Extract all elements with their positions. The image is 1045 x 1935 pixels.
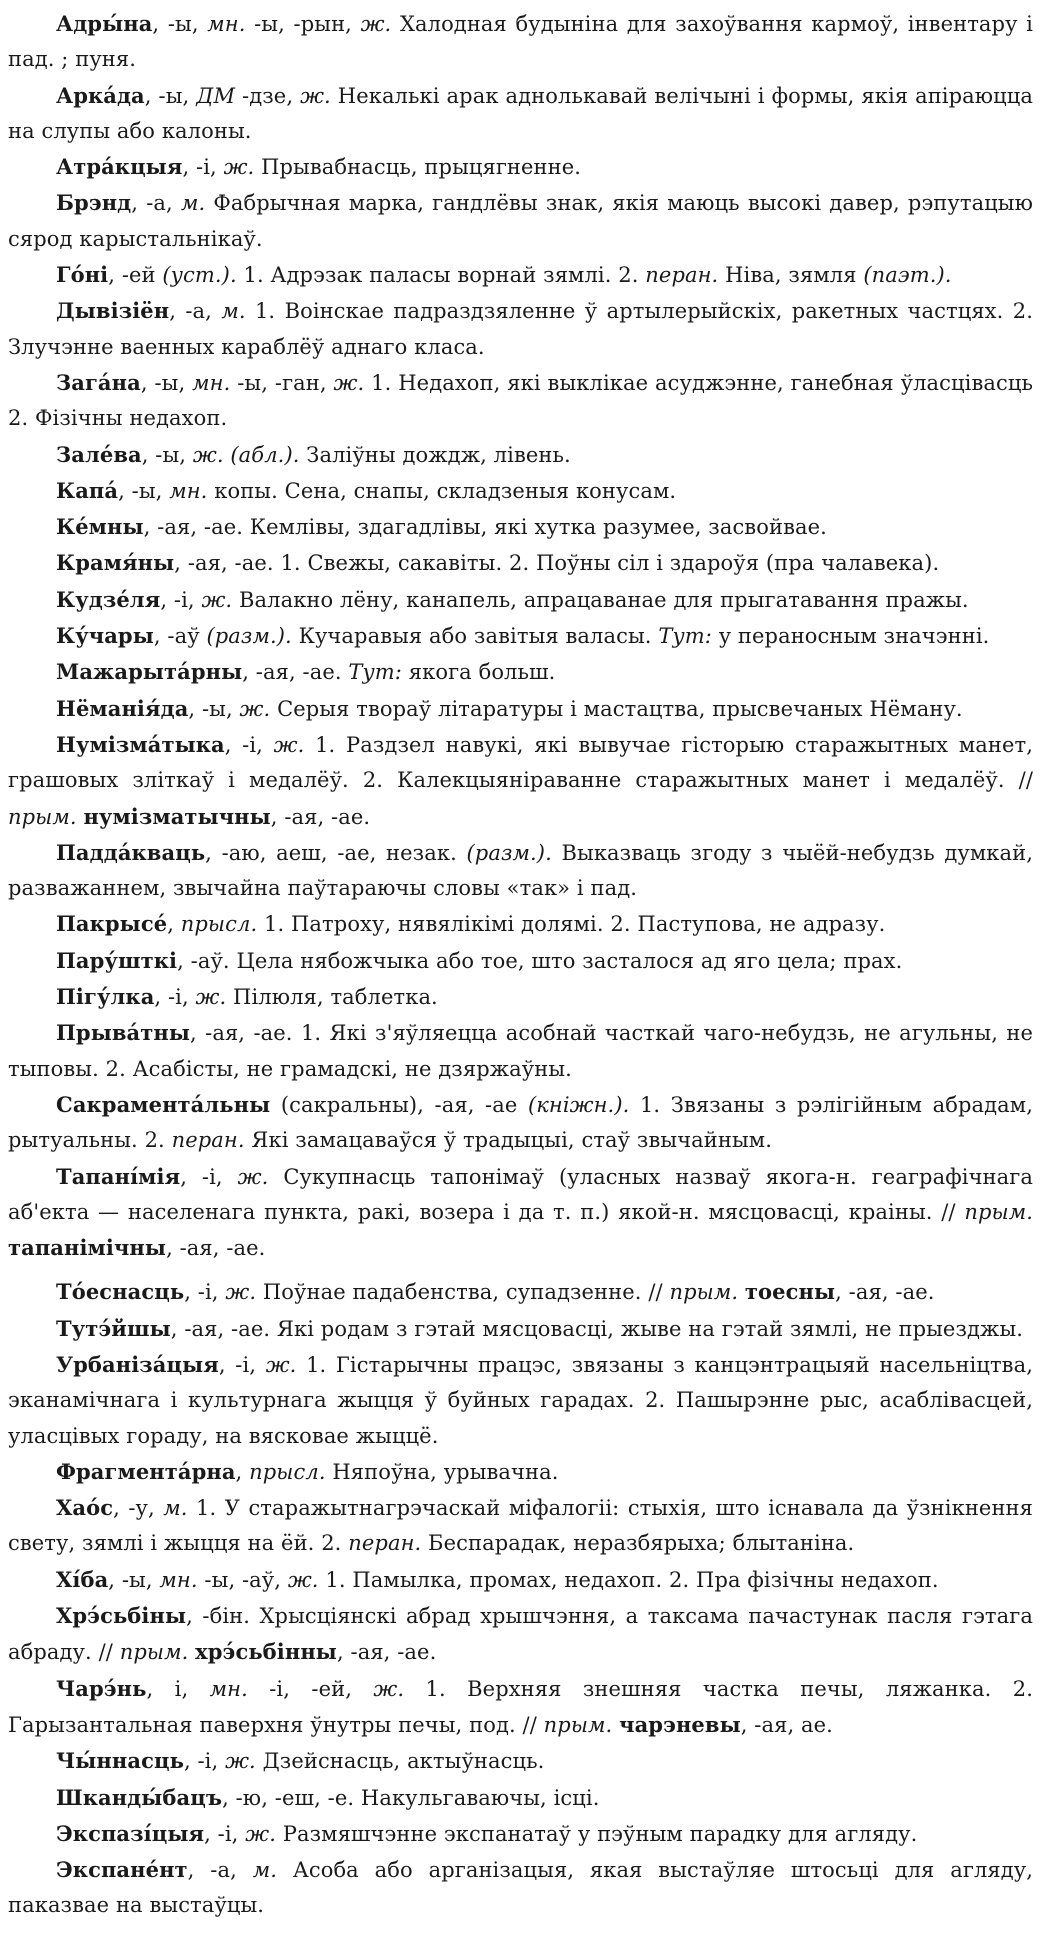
glossary-entry-goni bbox=[8, 257, 1033, 293]
entry-label: м. bbox=[221, 299, 246, 324]
entry-text: , -ей bbox=[108, 263, 163, 288]
entry-text: , -ая, ае. bbox=[740, 1712, 833, 1737]
entry-headword: Шканды́бацъ bbox=[56, 1784, 223, 1810]
entry-label: ж. bbox=[333, 370, 365, 395]
entry-headword: Тапані́мія bbox=[56, 1163, 181, 1189]
entry-headword: Экспане́нт bbox=[56, 1857, 188, 1883]
entry-headword: Пакрысе́ bbox=[56, 911, 168, 937]
entry-headword: Го́ні bbox=[56, 262, 109, 288]
glossary-entry-kemny bbox=[8, 509, 1033, 545]
entry-label: ж. bbox=[360, 12, 392, 36]
entry-label: (уст.). bbox=[162, 263, 237, 288]
entry-text: Выказваць згоду з чыёй-небудзь думкай, разважаннем, звычайна паўтараючы словы «так» і пад. bbox=[8, 840, 1034, 901]
glossary-entry-ekspanent bbox=[8, 1852, 1033, 1924]
entry-text: , -а, bbox=[131, 191, 181, 216]
entry-headword: Сакрамента́льны bbox=[56, 1091, 271, 1117]
entry-text: , -ы, bbox=[141, 442, 193, 467]
glossary-entry-kramjany bbox=[8, 545, 1033, 581]
entry-text: , -ая, -ае. bbox=[336, 1640, 437, 1665]
entry-text: 1. Раздзел навукі, які вывучае гісторыю старажытных манет, грашовых зліткаў і медалёў. 2. Калекцыяніраванне старажытных манет і медалёў. // bbox=[8, 732, 1033, 793]
entry-headword: Прыва́тны bbox=[56, 1020, 190, 1046]
glossary-entry-kudzelja bbox=[8, 582, 1033, 618]
entry-text: , bbox=[235, 1459, 250, 1484]
entry-text: , -і, bbox=[218, 1352, 266, 1377]
glossary-entry-brend bbox=[8, 185, 1033, 257]
entry-text: Пілюля, таблетка. bbox=[226, 985, 438, 1010]
entry-headword: Тутэ́йшы bbox=[56, 1315, 171, 1341]
entry-label: мн. bbox=[207, 12, 246, 36]
entry-label: прым. bbox=[543, 1712, 613, 1737]
entry-headword: Экспазі́цыя bbox=[56, 1820, 205, 1846]
entry-label: ж. bbox=[225, 1749, 256, 1774]
entry-label: (паэт.). bbox=[863, 263, 952, 288]
entry-text: Які замацаваўся ў традыцыі, стаў звычайным. bbox=[244, 1128, 773, 1153]
entry-headword: Дывізіён bbox=[56, 298, 170, 324]
entry-text: , -а, bbox=[187, 1858, 253, 1883]
entry-text: -ы, -аў, bbox=[197, 1567, 288, 1592]
entry-text: , -і, bbox=[184, 1280, 226, 1305]
entry-text: -і, -ей, bbox=[247, 1676, 374, 1701]
entry-text: , -ая, -ае. Які родам з гэтай мясцовасці, жыве на гэтай зямлі, не прыезджы. bbox=[170, 1316, 1024, 1341]
entry-label: ж. bbox=[287, 1567, 319, 1592]
entry-headword: Ку́чары bbox=[56, 623, 154, 649]
entry-text: , -бін. Хрысціянскі абрад хрышчэння, а таксама пачастунак пасля гэтага абраду. // bbox=[8, 1604, 1033, 1665]
entry-text: Сукупнасць тапонімаў (уласных назваў якога-н. геаграфічнага аб'екта — населенага пункта, ракі, возера і да т. п.) якой-н. мясцовасці, краіны. // bbox=[8, 1164, 1033, 1224]
entry-text: , -і, bbox=[204, 1821, 246, 1846]
entry-text: , -ая, -ае. bbox=[835, 1280, 935, 1305]
entry-label: мн. bbox=[192, 370, 231, 395]
entry-text: , -аю, аеш, -ае, незак. bbox=[205, 840, 467, 865]
entry-text: , -а, bbox=[169, 299, 222, 324]
entry-headword: Зага́на bbox=[56, 369, 141, 395]
entry-derived-word: чарэневы bbox=[619, 1711, 741, 1737]
entry-text: , і, bbox=[146, 1676, 210, 1701]
entry-derived-word: хрэ́сьбінны bbox=[195, 1639, 337, 1665]
glossary-entry-pigulka bbox=[8, 979, 1033, 1015]
glossary-entry-urbanizacyja bbox=[8, 1347, 1033, 1454]
entry-text: , -ая, -ае. 1. Які з'яўляецца асобнай часткай чаго-небудзь, не агульны, не тыповы. 2. Асабісты, не грамадскі, не дзяржаўны. bbox=[8, 1021, 1033, 1081]
entry-text bbox=[738, 1280, 745, 1304]
entry-headword: Мажарыта́рны bbox=[56, 659, 243, 685]
entry-text: Серыя твораў літаратуры і мастацтва, прысвечаных Нёману. bbox=[270, 696, 963, 721]
entry-text: Беспарадак, неразбярыха; блытаніна. bbox=[421, 1531, 855, 1556]
entry-text: Дзейснасць, актыўнасць. bbox=[255, 1749, 545, 1774]
entry-headword: Урбаніза́цыя bbox=[56, 1351, 219, 1377]
entry-headword: Капа́ bbox=[56, 477, 119, 503]
glossary-entry-mazharytarny bbox=[8, 654, 1033, 690]
entry-text: Валакно лёну, канапель, апрацаванае для прыгатавання пражы. bbox=[232, 587, 969, 612]
entry-text: Поўнае падабенства, супадзенне. // bbox=[256, 1280, 670, 1305]
glossary-entry-haos bbox=[8, 1490, 1033, 1562]
entry-label: мн. bbox=[209, 1676, 248, 1701]
glossary-entry-parushtki bbox=[8, 943, 1033, 979]
entry-label: прым. bbox=[119, 1640, 189, 1665]
glossary-entry-tapanimija bbox=[8, 1159, 1033, 1267]
glossary-entry-dyvizijon bbox=[8, 293, 1033, 365]
entry-text: 1. Адрэзак паласы ворнай зямлі. 2. bbox=[236, 263, 646, 288]
entry-text: , -ы, bbox=[188, 696, 240, 721]
glossary-entry-sakramentalny bbox=[8, 1087, 1033, 1159]
glossary-entry-hiba bbox=[8, 1562, 1033, 1598]
entry-headword: Брэнд bbox=[56, 190, 132, 216]
glossary-entry-paddakvac bbox=[8, 835, 1033, 907]
entry-text: , -ая, -ае. bbox=[166, 1236, 266, 1261]
entry-label: Тут: bbox=[658, 624, 712, 649]
entry-text: , -ы, bbox=[152, 12, 208, 36]
entry-label: ж. bbox=[225, 1280, 257, 1305]
entry-headword: Ке́мны bbox=[56, 514, 144, 540]
entry-text: 1. Патроху, нявялікімі долямі. 2. Паступова, не адразу. bbox=[257, 912, 886, 937]
entry-label: ж. bbox=[201, 587, 233, 612]
entry-text: якога больш. bbox=[401, 660, 556, 685]
glossary-entry-ekspazicyja bbox=[8, 1816, 1033, 1852]
entry-label: (разм.). bbox=[206, 624, 292, 649]
entry-text: , -ы, bbox=[140, 370, 193, 395]
glossary-entry-hrsbiny bbox=[8, 1598, 1033, 1671]
glossary-entry-atrakcyja bbox=[8, 149, 1033, 185]
glossary-entry-arkada bbox=[8, 78, 1033, 150]
entry-label: прым. bbox=[964, 1199, 1033, 1224]
entry-label: перан. bbox=[348, 1531, 422, 1556]
entry-text: Заліўны дождж, лівень. bbox=[299, 442, 571, 467]
entry-label: ж. bbox=[373, 1676, 405, 1701]
entry-text: 1. Верхняя знешняя частка печы, ляжанка. 2. Гарызантальная паверхня ўнутры печы, под. // bbox=[8, 1676, 1033, 1737]
entry-text: , -ы, bbox=[118, 478, 170, 503]
entry-headword: Чы́ннасць bbox=[56, 1748, 184, 1774]
entry-label: м. bbox=[163, 1496, 188, 1521]
entry-text: Асоба або арганізацыя, якая выстаўляе штосьці для агляду, паказвае на выстаўцы. bbox=[8, 1858, 1033, 1918]
entry-text: , -аў bbox=[153, 624, 207, 649]
entry-headword: Чарэ́нь bbox=[56, 1675, 147, 1701]
glossary-entry-adryna bbox=[8, 6, 1033, 78]
glossary-entry-pryvatny bbox=[8, 1015, 1033, 1087]
entry-text: Размяшчэнне экспанатаў у пэўным парадку для агляду. bbox=[275, 1821, 918, 1846]
entry-headword: Адры́на bbox=[56, 11, 153, 36]
entry-label: перан. bbox=[645, 263, 719, 288]
entry-derived-word: нумізматычны bbox=[83, 803, 271, 829]
entry-text: , -аў. Цела нябожчыка або тое, што засталося ад яго цела; прах. bbox=[177, 948, 903, 973]
entry-label: ж. bbox=[245, 1821, 276, 1846]
entry-label: ж. bbox=[195, 985, 227, 1010]
entry-headword: Нёманія́да bbox=[56, 695, 189, 721]
entry-headword: То́еснасць bbox=[56, 1279, 185, 1305]
entry-text: , -ы, bbox=[144, 83, 197, 108]
entry-derived-word: тоесны bbox=[744, 1279, 836, 1305]
entry-text: копы. Сена, снапы, складзеныя конусам. bbox=[207, 478, 677, 503]
entry-label: м. bbox=[180, 191, 206, 216]
glossary-entry-shkandybac bbox=[8, 1780, 1033, 1816]
glossary-entry-chynnasc bbox=[8, 1743, 1033, 1779]
entry-label: ж. (абл.). bbox=[192, 442, 300, 467]
entry-text: , -ая, -ае. 1. Свежы, сакавіты. 2. Поўны сіл і здароўя (пра чалавека). bbox=[174, 551, 940, 576]
glossary-entry-nemanijada bbox=[8, 691, 1033, 727]
entry-headword: Падда́кваць bbox=[56, 839, 206, 865]
entry-label: мн. bbox=[159, 1567, 198, 1592]
entry-text: 1. Недахоп, які выклікае асуджэнне, ганебная ўласцівасць 2. Фізічны недахоп. bbox=[8, 370, 1033, 431]
entry-text: , -ая, -ае. Кемлівы, здагадлівы, які хутка разумее, засвойвае. bbox=[143, 515, 827, 540]
glossary-entry-kuchary bbox=[8, 618, 1033, 654]
entry-text: 1. Памылка, промах, недахоп. 2. Пра фізічны недахоп. bbox=[318, 1567, 939, 1592]
entry-label: Тут: bbox=[348, 660, 402, 685]
entry-text: Фабрычная марка, гандлёвы знак, якія маюць высокі давер, рэпутацыю сярод карыстальнікаў. bbox=[8, 191, 1033, 251]
glossary-entry-fragmentarna bbox=[8, 1454, 1033, 1490]
entry-headword: Арка́да bbox=[56, 82, 145, 108]
entry-headword: Хао́с bbox=[56, 1495, 114, 1521]
entry-headword: Фрагмента́рна bbox=[56, 1458, 236, 1484]
entry-text: Няпоўна, урывачна. bbox=[325, 1459, 559, 1484]
entry-label: ж. bbox=[237, 1164, 269, 1189]
entry-text: , -ая, -ае. bbox=[242, 660, 349, 685]
glossary-entry-numizmatyka bbox=[8, 727, 1033, 835]
entry-label: (кніжн.). bbox=[527, 1092, 630, 1117]
entry-label: перан. bbox=[171, 1128, 245, 1153]
entry-text: (сакральны), -ая, -ае bbox=[270, 1092, 528, 1117]
entry-text: , -і, bbox=[160, 587, 202, 612]
entry-headword: Хрэ́сьбіны bbox=[56, 1603, 187, 1629]
glossary-entry-kapa bbox=[8, 473, 1033, 509]
glossary-entry-tutejshy bbox=[8, 1311, 1033, 1347]
entry-text: -дзе, bbox=[235, 83, 301, 108]
entry-text: Прывабнасць, прыцягненне. bbox=[254, 155, 582, 180]
entry-text: у пераносным значэнні. bbox=[711, 624, 990, 649]
entry-headword: Нумізма́тыка bbox=[56, 731, 225, 757]
entry-text: 1. Звязаны з рэлігійным абрадам, рытуальны. 2. bbox=[8, 1092, 1033, 1153]
entry-text: -ы, -ган, bbox=[230, 370, 334, 395]
entry-label: прым. bbox=[8, 804, 77, 829]
entry-text: Халодная будыніна для захоўвання кармоў, інвентару і пад. ; пуня. bbox=[8, 12, 1033, 72]
entry-text: , -і, bbox=[182, 155, 224, 180]
entry-text: 1. У старажытнагрэчаскай міфалогіі: стыхія, што існавала да ўзнікнення свету, зямлі і жыцця на ёй. 2. bbox=[8, 1496, 1033, 1556]
entry-text: , -і, bbox=[224, 732, 274, 757]
entry-label: ж. bbox=[239, 696, 271, 721]
entry-derived-word: тапанімічны bbox=[8, 1235, 167, 1261]
entry-text: , bbox=[167, 912, 181, 937]
entry-label: ж. bbox=[300, 83, 331, 108]
entry-headword: Кудзе́ля bbox=[56, 586, 161, 612]
entry-label: прым. bbox=[669, 1280, 739, 1305]
glossary-entry-charen bbox=[8, 1671, 1033, 1744]
entry-text: , -ая, -ае. bbox=[270, 804, 371, 829]
entry-text: 1. Воінскае падраздзяленне ў артылерыйскіх, ракетных частцях. 2. Злучэнне ваенных караблёў аднаго класа. bbox=[8, 299, 1033, 359]
entry-text: Ніва, зямля bbox=[718, 263, 864, 288]
entry-label: ж. bbox=[223, 155, 255, 180]
entry-text: , -і, bbox=[180, 1164, 238, 1189]
entry-text: , -і, bbox=[183, 1749, 226, 1774]
entry-text: Некалькі арак аднолькавай велічыні і формы, якія апіраюцца на слупы або калоны. bbox=[8, 83, 1033, 143]
entry-label: прысл. bbox=[180, 912, 258, 937]
entry-text: Кучаравыя або завітыя валасы. bbox=[291, 624, 659, 649]
entry-label: мн. bbox=[169, 478, 208, 503]
entry-text: , -і, bbox=[154, 985, 196, 1010]
entry-text: , -ю, -еш, -е. Накульгаваючы, ісці. bbox=[222, 1785, 600, 1810]
entry-label: ж. bbox=[273, 732, 305, 757]
entry-text: 1. Гістарычны працэс, звязаны з канцэнтрацыяй насельніцтва, эканамічнага і культурнага жыцця ў буйных гарадах. 2. Пашырэнне рыс, асаблівасцей, уласцівых гораду, на вясковае жыццё. bbox=[8, 1352, 1033, 1448]
entry-label: (разм.). bbox=[466, 840, 552, 865]
entry-text: , -ы, bbox=[108, 1567, 160, 1592]
entry-headword: Крамя́ны bbox=[56, 550, 175, 576]
glossary-entry-zaleva bbox=[8, 437, 1033, 473]
entry-label: м. bbox=[252, 1858, 277, 1883]
entry-headword: Атра́кцыя bbox=[56, 154, 183, 180]
glossary-entry-pakryse bbox=[8, 906, 1033, 942]
entry-label: ж. bbox=[265, 1352, 297, 1377]
entry-headword: Пігу́лка bbox=[56, 984, 155, 1010]
entry-label: прысл. bbox=[249, 1459, 326, 1484]
entry-headword: Пару́шткі bbox=[56, 947, 178, 973]
glossary-entry-toesnasc bbox=[8, 1274, 1033, 1310]
glossary-entry-zagana bbox=[8, 365, 1033, 437]
entry-text: -ы, -рын, bbox=[245, 12, 361, 36]
entry-label: ДМ bbox=[196, 83, 236, 108]
entry-headword: Зале́ва bbox=[56, 441, 142, 467]
entry-headword: Хі́ба bbox=[56, 1566, 109, 1592]
entry-text: , -у, bbox=[113, 1496, 164, 1521]
